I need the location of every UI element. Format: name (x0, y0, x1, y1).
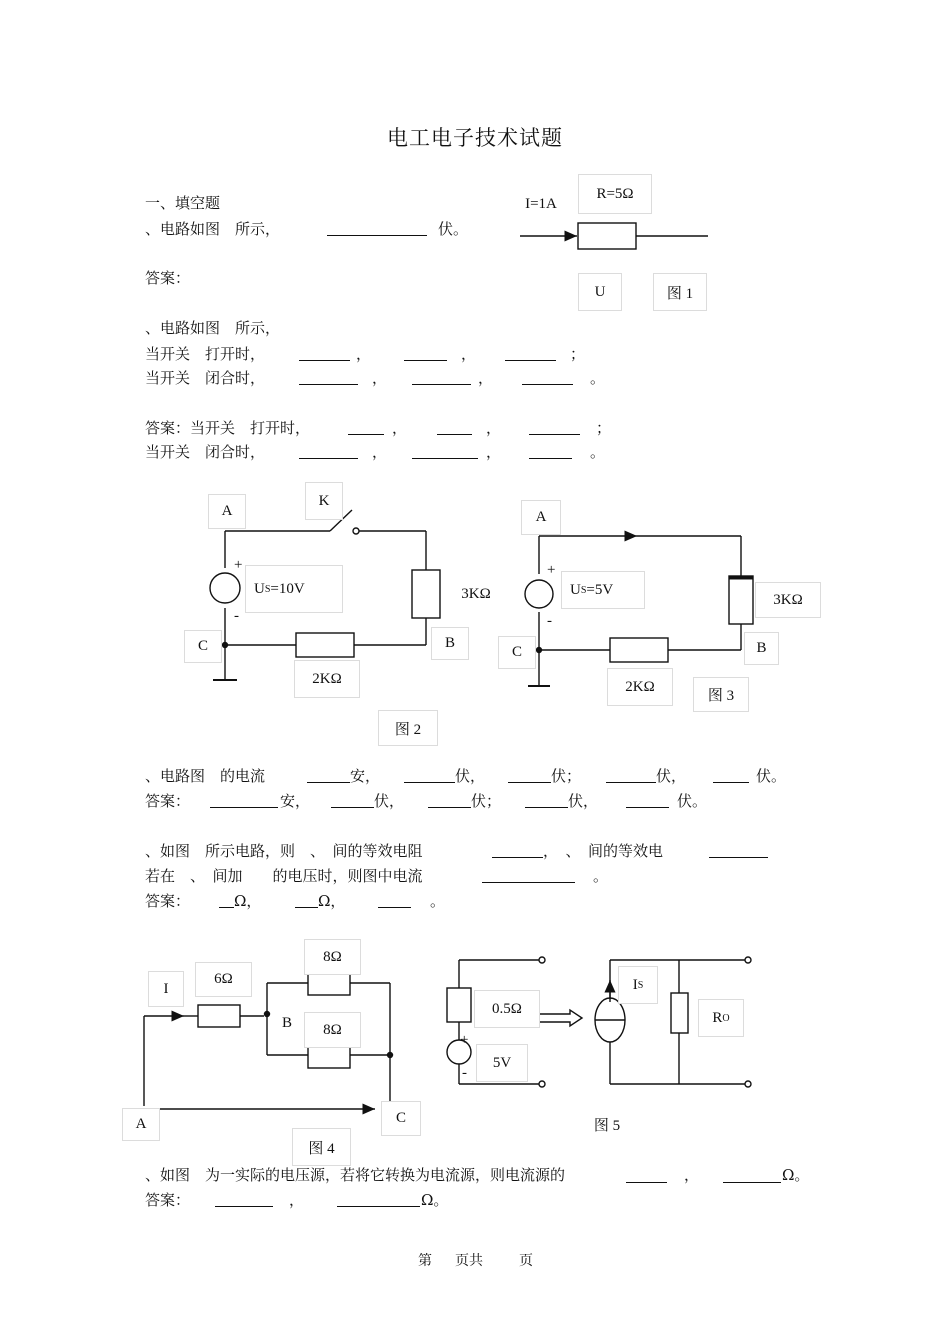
fig4-caption: 图 4 (292, 1128, 351, 1166)
q3-answer-unit-an: 安， (280, 792, 311, 810)
q3-unit-an: 安， (350, 767, 381, 785)
fig4-resistor-6 (198, 1005, 240, 1027)
fig2-switch-label: K (305, 482, 343, 520)
q2-comma: ， (356, 345, 372, 363)
q3-blank-4[interactable] (606, 782, 656, 783)
q4-line1-cont: ， 、 间的等效电 (543, 842, 664, 860)
fig3-node-b: B (744, 632, 779, 665)
q3-text: 、电路图 的电流 (145, 767, 266, 785)
page-title: 电工电子技术试题 (387, 126, 563, 150)
q2-period: 。 (590, 369, 606, 387)
fig4-r2-label: 8Ω (304, 939, 361, 975)
fig1-resistor-label: R=5Ω (578, 174, 652, 214)
fig3-minus: - (547, 613, 552, 629)
fig1-resistor (578, 223, 636, 249)
fig2-resistor-3k-label: 3KΩ (443, 576, 509, 612)
q5-blank-1[interactable] (626, 1182, 667, 1183)
fig2-resistor-2k (296, 633, 354, 657)
q4-blank-3[interactable] (482, 882, 575, 883)
fig2-source-label: U S =10V (245, 565, 343, 613)
q5-blank-2[interactable] (723, 1182, 781, 1183)
fig3-node-a: A (521, 500, 561, 535)
q4-answer-label: 答案： (145, 892, 191, 910)
fig5-caption: 图 5 (577, 1106, 637, 1142)
q2-comma: ， (461, 345, 477, 363)
fig4-current-label: I (148, 971, 184, 1007)
footer-end-label: 页 (519, 1253, 533, 1269)
fig5-voltage-label: 5V (476, 1044, 528, 1082)
fig3-voltage-source (525, 580, 553, 608)
q3-answer-unit-end: 伏。 (677, 792, 708, 810)
q3-blank-1[interactable] (307, 782, 350, 783)
fig2-resistor-3k (412, 570, 440, 618)
fig2-node-a: A (208, 494, 246, 529)
q5-comma: ， (289, 1191, 305, 1209)
q4-blank-1[interactable] (492, 857, 543, 858)
q5-text: 、如图 为一实际的电压源，若将它转换为电流源，则电流源的 (145, 1166, 566, 1184)
q2-comma: ， (392, 419, 408, 437)
fig5-resistor-label: 0.5Ω (474, 990, 540, 1028)
fig4-resistor-8-top (308, 973, 350, 995)
q1-unit: 伏。 (438, 220, 469, 238)
fig5-resistor-ro (671, 993, 688, 1033)
q4-blank-2[interactable] (709, 857, 768, 858)
fig2-minus: - (234, 608, 239, 624)
fig2-plus: + (234, 557, 243, 573)
fig4-r1-label: 6Ω (195, 962, 252, 997)
q4-answer-period: 。 (430, 892, 446, 910)
section-heading: 一、填空题 (145, 194, 221, 212)
q2-answer-open-label: 答案：当开关 打开时， (145, 419, 311, 437)
fig2-resistor-2k-label: 2KΩ (294, 660, 360, 698)
fig2-voltage-source (210, 573, 240, 603)
q2-comma: ， (486, 419, 502, 437)
q5-comma: ， (684, 1166, 700, 1184)
q3-answer-unit-fu3: 伏， (568, 792, 599, 810)
q4-answer-omega-2: Ω， (318, 892, 346, 910)
fig1-current-label: I=1A (506, 187, 576, 222)
q4-answer-omega-1: Ω， (234, 892, 262, 910)
q5-answer-omega: Ω。 (421, 1191, 449, 1209)
fig3-caption: 图 3 (693, 677, 749, 712)
q4-answer-blank-2[interactable] (295, 907, 318, 908)
fig3-source-label: U S =5V (561, 571, 645, 609)
fig3-circuit (525, 536, 753, 686)
q5-omega: Ω。 (782, 1166, 810, 1184)
fig3-resistor-2k-label: 2KΩ (607, 668, 673, 706)
q3-unit-end: 伏。 (756, 767, 787, 785)
fig4-node-b: B (272, 1006, 302, 1040)
q2-comma: ， (372, 369, 388, 387)
q5-answer-label: 答案： (145, 1191, 191, 1209)
q1-answer-label: 答案： (145, 269, 191, 287)
fig2-node-c: C (184, 630, 222, 663)
q3-blank-3[interactable] (508, 782, 551, 783)
q3-answer-unit-fu2: 伏； (471, 792, 502, 810)
q5-answer-blank-2[interactable] (337, 1206, 420, 1207)
q3-answer-label: 答案： (145, 792, 191, 810)
fig3-resistor-3k-label: 3KΩ (755, 582, 821, 618)
fig4-resistor-8-bottom (308, 1046, 350, 1068)
fig5-minus: - (462, 1065, 467, 1081)
q2-answer-closed-label: 当开关 闭合时， (145, 443, 266, 461)
q2-comma: ， (486, 443, 502, 461)
q3-blank-2[interactable] (404, 782, 455, 783)
q2-semicolon: ； (570, 345, 586, 363)
q3-answer-blank-5[interactable] (626, 807, 669, 808)
q2-comma: ， (372, 443, 388, 461)
fig1-circuit (520, 223, 708, 249)
q4-answer-blank-3[interactable] (378, 907, 411, 908)
q4-period: 。 (593, 867, 609, 885)
q3-answer-blank-3[interactable] (428, 807, 471, 808)
q2-period: 。 (590, 443, 606, 461)
fig2-node-b: B (431, 627, 469, 660)
q3-unit-fu3: 伏， (656, 767, 687, 785)
footer-of-label: 页共 (455, 1253, 483, 1269)
q4-line2: 若在 、 间加 的电压时，则图中电流 (145, 867, 423, 885)
fig4-node-a: A (122, 1108, 160, 1141)
q1-text: 、电路如图 所示， (145, 220, 281, 238)
fig4-r3-label: 8Ω (304, 1012, 361, 1048)
q2-intro: 、电路如图 所示， (145, 319, 281, 337)
q3-answer-blank-2[interactable] (331, 807, 374, 808)
q2-open-label: 当开关 打开时， (145, 345, 266, 363)
fig5-plus: + (460, 1032, 469, 1048)
fig1-voltage-label: U (578, 273, 622, 311)
q3-unit-fu1: 伏， (455, 767, 486, 785)
fig3-node-c: C (498, 636, 536, 669)
q3-answer-blank-4[interactable] (525, 807, 568, 808)
q2-semicolon: ； (596, 419, 612, 437)
q2-comma: ， (478, 369, 494, 387)
fig5-ro-label: R O (698, 999, 744, 1037)
q3-answer-unit-fu1: 伏， (374, 792, 405, 810)
q3-unit-fu2: 伏； (551, 767, 582, 785)
fig3-resistor-2k (610, 638, 668, 662)
q5-answer-blank-1[interactable] (215, 1206, 273, 1207)
q2-closed-label: 当开关 闭合时， (145, 369, 266, 387)
q3-answer-blank-1[interactable] (210, 807, 278, 808)
footer-page-label: 第 (418, 1253, 432, 1269)
q4-line1: 、如图 所示电路，则 、 间的等效电阻 (145, 842, 423, 860)
fig5-resistor (447, 988, 471, 1022)
fig4-node-c: C (381, 1101, 421, 1136)
fig3-resistor-3k (729, 576, 753, 624)
q4-answer-blank-1[interactable] (219, 907, 234, 908)
fig1-caption: 图 1 (653, 273, 707, 311)
fig5-is-label: I S (618, 966, 658, 1004)
q3-blank-5[interactable] (713, 782, 749, 783)
fig2-caption: 图 2 (378, 710, 438, 746)
fig3-plus: + (547, 562, 556, 578)
